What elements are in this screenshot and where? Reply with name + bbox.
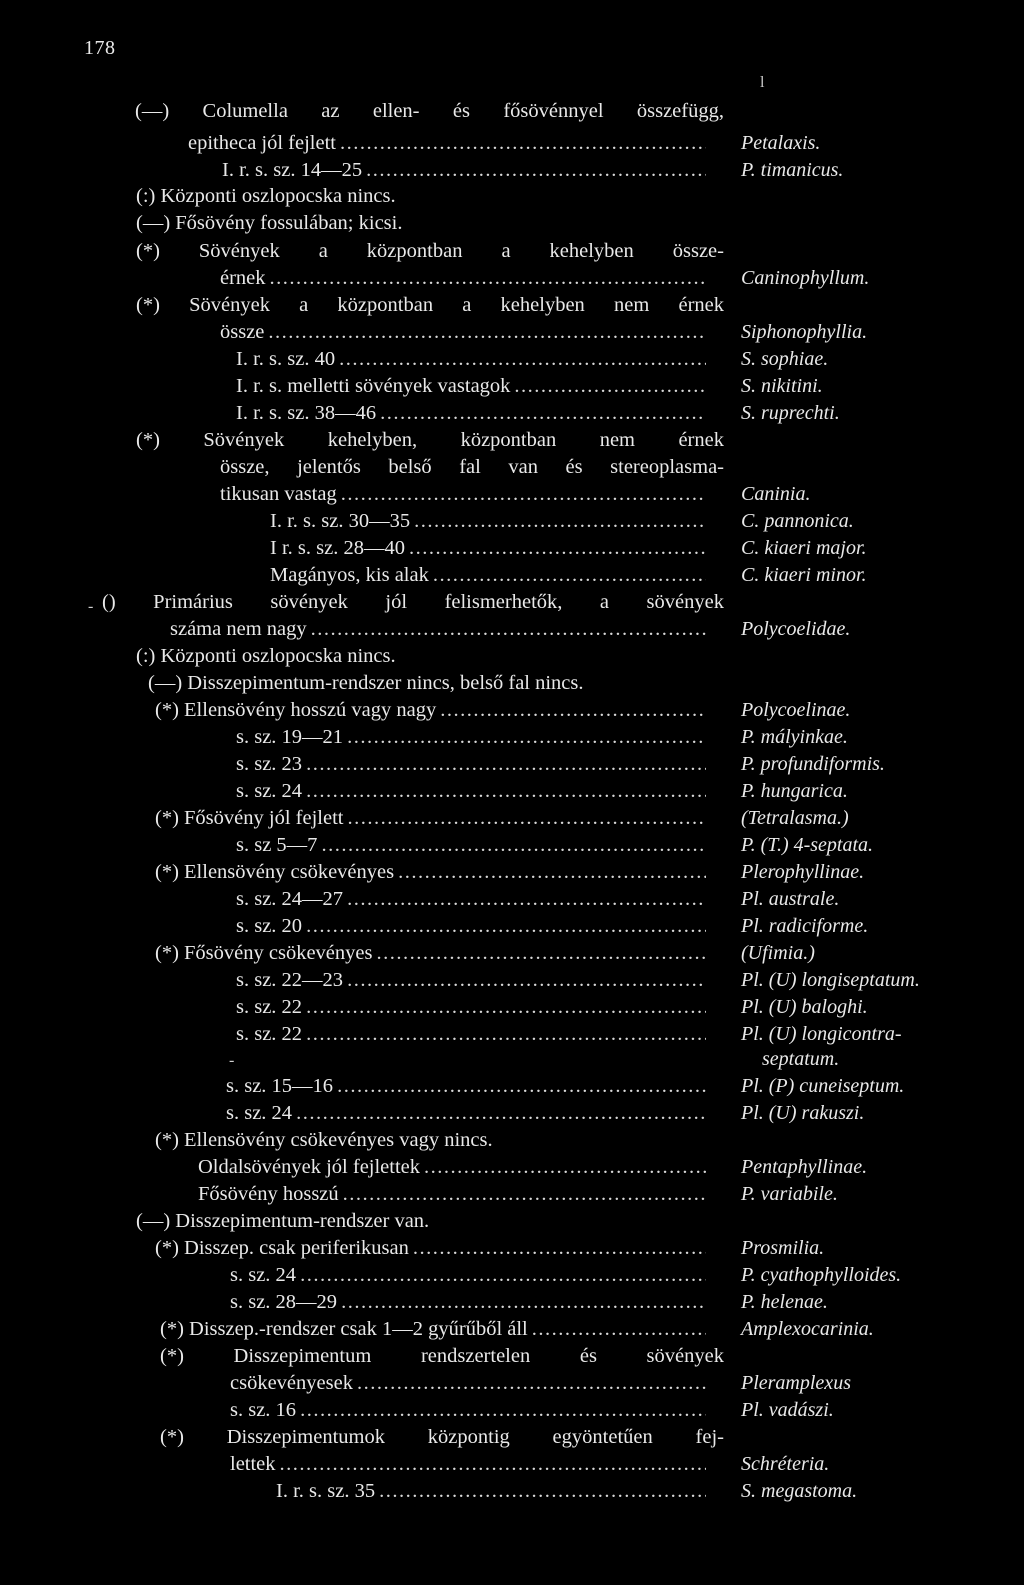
key-text: (*) Fősövény jól fejlett <box>155 807 344 829</box>
dot-leader <box>292 1100 706 1126</box>
key-row <box>160 1316 706 1342</box>
key-text: s. sz. 24—27 <box>236 888 344 910</box>
key-row <box>236 967 706 993</box>
taxon-name: Polycoelidae. <box>741 618 851 640</box>
taxon-name: P. hungarica. <box>741 780 848 802</box>
taxon-name: P. profundiformis. <box>741 753 885 775</box>
key-text: (—) Disszepimentum-rendszer van. <box>136 1210 430 1232</box>
dot-leader <box>302 751 706 777</box>
taxon-name: Pl. (U) longicontra- <box>741 1023 902 1045</box>
dot-leader <box>436 697 706 723</box>
key-text: I. r. s. melletti sövények vastagok <box>236 375 511 397</box>
key-row <box>236 724 706 750</box>
key-text: (—) Fősövény fossulában; kicsi. <box>136 212 403 234</box>
dot-leader <box>429 562 706 588</box>
taxon-name: S. sophiae. <box>741 348 829 370</box>
key-text: össze <box>220 321 265 343</box>
key-text: (:) Központi oszlopocska nincs. <box>136 645 396 667</box>
dot-leader <box>339 1181 706 1207</box>
taxon-name: P. timanicus. <box>741 159 844 181</box>
key-row <box>160 1343 724 1369</box>
dot-leader <box>264 319 706 345</box>
key-text: Fősövény hosszú <box>198 1183 339 1205</box>
key-text: I. r. s. sz. 38—46 <box>236 402 377 424</box>
dot-leader <box>343 886 706 912</box>
key-row <box>236 373 706 399</box>
key-row <box>236 751 706 777</box>
key-text: s. sz. 16 <box>230 1399 297 1421</box>
key-text: (*) Sövények a központban a kehelyben össze- <box>136 240 724 262</box>
taxon-name: Plerophyllinae. <box>741 861 865 883</box>
key-text: Magányos, kis alak <box>270 564 429 586</box>
taxon-name: Amplexocarinia. <box>741 1318 874 1340</box>
key-row <box>220 265 706 291</box>
taxon-name: S. megastoma. <box>741 1480 858 1502</box>
key-text: s. sz. 24 <box>226 1102 293 1124</box>
dot-leader <box>333 1073 706 1099</box>
key-text: össze, jelentős belső fal van és stereoplasma- <box>220 456 724 478</box>
dot-leader <box>317 832 706 858</box>
taxon-name-continued: septatum. <box>762 1048 840 1070</box>
taxon-name: Petalaxis. <box>741 132 821 154</box>
key-text: érnek <box>220 267 266 289</box>
key-row <box>230 1370 706 1396</box>
dot-leader <box>394 859 706 885</box>
key-text: (*) Disszepimentum rendszertelen és sövények <box>160 1345 724 1367</box>
taxon-name: S. ruprechti. <box>741 402 840 424</box>
key-text: () Primárius sövények jól felismerhetők, a sövények <box>102 591 724 613</box>
dot-leader <box>372 940 706 966</box>
key-text: s. sz. 15—16 <box>226 1075 334 1097</box>
key-row <box>236 913 706 939</box>
key-row <box>270 535 706 561</box>
taxon-name: Caninophyllum. <box>741 267 870 289</box>
taxon-name: Pl. (P) cuneiseptum. <box>741 1075 905 1097</box>
dot-leader <box>405 535 706 561</box>
taxon-name: (Ufimia.) <box>741 942 815 964</box>
key-row <box>236 886 706 912</box>
taxon-name: Pl. (U) rakuszi. <box>741 1102 865 1124</box>
taxon-name: Caninia. <box>741 483 811 505</box>
key-row <box>136 643 396 669</box>
dot-leader <box>302 778 706 804</box>
key-row <box>170 616 706 642</box>
key-text: tikusan vastag <box>220 483 337 505</box>
key-text: s. sz. 24 <box>230 1264 297 1286</box>
dot-leader <box>343 724 706 750</box>
key-row <box>220 319 706 345</box>
stray-mark-mid: - <box>229 1052 235 1069</box>
dot-leader <box>335 346 706 372</box>
key-row <box>155 1127 493 1153</box>
key-text: (*) Sövények a központban a kehelyben nem érnek <box>136 294 724 316</box>
key-row <box>236 778 706 804</box>
key-text: (*) Fősövény csökevényes <box>155 942 373 964</box>
taxon-name: Polycoelinae. <box>741 699 851 721</box>
taxon-name: P. mályinkae. <box>741 726 848 748</box>
key-row <box>230 1397 706 1423</box>
taxon-name: Pentaphyllinae. <box>741 1156 868 1178</box>
dot-leader <box>376 400 706 426</box>
key-row <box>270 562 706 588</box>
key-text: száma nem nagy <box>170 618 307 640</box>
key-row <box>198 1154 706 1180</box>
key-text: (*) Ellensövény csökevényes <box>155 861 395 883</box>
key-row <box>160 1424 724 1450</box>
dot-leader <box>296 1262 706 1288</box>
key-row <box>136 427 724 453</box>
taxon-name: Pleramplexus <box>741 1372 851 1394</box>
taxon-name: Schréteria. <box>741 1453 830 1475</box>
key-row <box>188 130 706 156</box>
key-text: I. r. s. sz. 14—25 <box>222 159 363 181</box>
key-text: s. sz. 22 <box>236 1023 303 1045</box>
key-text: s. sz. 28—29 <box>230 1291 338 1313</box>
dot-leader <box>420 1154 706 1180</box>
key-text: s. sz. 23 <box>236 753 303 775</box>
key-row <box>276 1478 706 1504</box>
key-row <box>230 1262 706 1288</box>
dot-leader <box>337 1289 706 1315</box>
key-row <box>230 1451 706 1477</box>
dot-leader <box>302 1021 706 1047</box>
key-row <box>135 98 724 124</box>
key-row <box>236 832 706 858</box>
taxon-name: C. pannonica. <box>741 510 854 532</box>
taxon-name: P. cyathophylloides. <box>741 1264 902 1286</box>
key-text: s. sz. 22—23 <box>236 969 344 991</box>
taxon-name: C. kiaeri minor. <box>741 564 867 586</box>
key-row <box>270 508 706 534</box>
key-row <box>136 210 402 236</box>
key-row <box>220 481 706 507</box>
dot-leader <box>510 373 706 399</box>
key-text: (*) Disszep.-rendszer csak 1—2 gyűrűből áll <box>160 1318 528 1340</box>
dot-leader <box>343 967 706 993</box>
taxon-name: Pl. vadászi. <box>741 1399 834 1421</box>
key-row <box>155 940 706 966</box>
taxon-name: P. variabile. <box>741 1183 838 1205</box>
key-row <box>226 1100 706 1126</box>
key-text: I. r. s. sz. 30—35 <box>270 510 411 532</box>
key-row <box>136 292 724 318</box>
key-text: s. sz 5—7 <box>236 834 318 856</box>
key-text: (—) Disszepimentum-rendszer nincs, belső fal nincs. <box>148 672 584 694</box>
dot-leader <box>266 265 706 291</box>
dot-leader <box>353 1370 706 1396</box>
key-text: epitheca jól fejlett <box>188 132 336 154</box>
key-row <box>136 183 396 209</box>
key-text: lettek <box>230 1453 276 1475</box>
dot-leader <box>336 130 706 156</box>
key-text: s. sz. 19—21 <box>236 726 344 748</box>
key-text: (:) Központi oszlopocska nincs. <box>136 185 396 207</box>
taxon-name: Pl. (U) baloghi. <box>741 996 868 1018</box>
taxon-name: P. helenae. <box>741 1291 828 1313</box>
dot-leader <box>410 508 706 534</box>
key-text: (*) Disszep. csak periferikusan <box>155 1237 409 1259</box>
key-row <box>230 1289 706 1315</box>
dot-leader <box>409 1235 706 1261</box>
key-text: csökevényesek <box>230 1372 353 1394</box>
key-text: s. sz. 20 <box>236 915 303 937</box>
key-row <box>222 157 706 183</box>
key-text: I r. s. sz. 28—40 <box>270 537 405 559</box>
key-text: s. sz. 22 <box>236 996 303 1018</box>
key-row <box>136 238 724 264</box>
dot-leader <box>343 805 706 831</box>
taxon-name: Pl. radiciforme. <box>741 915 869 937</box>
key-row <box>136 1208 429 1234</box>
dot-leader <box>296 1397 706 1423</box>
dot-leader <box>337 481 706 507</box>
key-text: (*) Ellensövény hosszú vagy nagy <box>155 699 437 721</box>
key-row <box>155 859 706 885</box>
dot-leader <box>375 1478 706 1504</box>
key-row <box>236 400 706 426</box>
dot-leader <box>362 157 706 183</box>
key-text: I. r. s. sz. 40 <box>236 348 336 370</box>
key-row <box>236 994 706 1020</box>
taxon-name: Pl. (U) longiseptatum. <box>741 969 920 991</box>
key-row <box>236 346 706 372</box>
key-row <box>155 1235 706 1261</box>
key-row <box>198 1181 706 1207</box>
taxon-name: (Tetralasma.) <box>741 807 849 829</box>
key-row <box>155 805 706 831</box>
key-row <box>155 697 706 723</box>
taxon-name: Siphonophyllia. <box>741 321 868 343</box>
dot-leader <box>307 616 706 642</box>
taxon-name: P. (T.) 4-septata. <box>741 834 874 856</box>
stray-mark-left: - <box>88 598 94 615</box>
key-row <box>220 454 724 480</box>
dot-leader <box>276 1451 706 1477</box>
key-row <box>226 1073 706 1099</box>
dot-leader <box>302 994 706 1020</box>
key-text: (*) Sövények kehelyben, központban nem érnek <box>136 429 724 451</box>
key-text: (*) Ellensövény csökevényes vagy nincs. <box>155 1129 493 1151</box>
key-row <box>102 589 724 615</box>
key-row <box>236 1021 706 1047</box>
key-text: Oldalsövények jól fejlettek <box>198 1156 421 1178</box>
taxon-name: Prosmilia. <box>741 1237 825 1259</box>
key-text: I. r. s. sz. 35 <box>276 1480 376 1502</box>
key-text: (—) Columella az ellen- és fősövénnyel összefügg, <box>135 100 724 122</box>
key-text: (*) Disszepimentumok központig egyöntetűen fej- <box>160 1426 724 1448</box>
key-text: s. sz. 24 <box>236 780 303 802</box>
stray-mark-top: l <box>760 74 765 91</box>
key-row <box>148 670 584 696</box>
taxon-name: C. kiaeri major. <box>741 537 867 559</box>
page-number: 178 <box>84 37 116 59</box>
taxon-name: Pl. australe. <box>741 888 840 910</box>
taxon-name: S. nikitini. <box>741 375 823 397</box>
dot-leader <box>528 1316 706 1342</box>
dot-leader <box>302 913 706 939</box>
